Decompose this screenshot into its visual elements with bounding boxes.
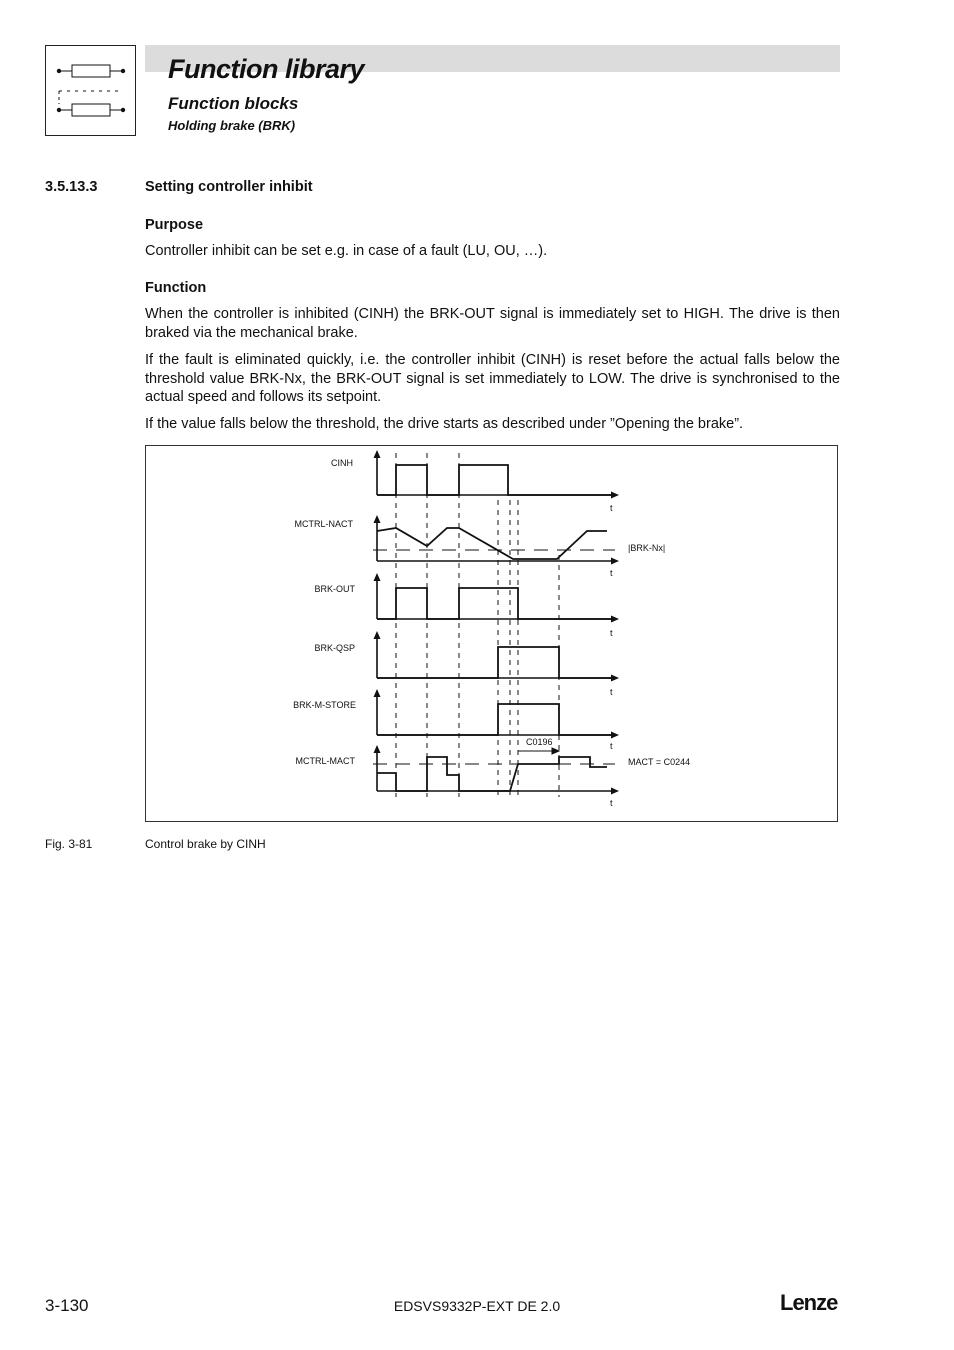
label-brk-nx: |BRK-Nx| xyxy=(628,543,666,553)
timing-diagram xyxy=(145,445,838,822)
mact-waveform xyxy=(377,757,607,791)
function-paragraph-1: When the controller is inhibited (CINH) the BRK-OUT signal is immediately set to HIGH. The drive is then braked via the mechanical brake. xyxy=(145,306,840,341)
brand-logo: Lenze xyxy=(780,1290,838,1315)
purpose-text: Controller inhibit can be set e.g. in case of a fault (LU, OU, …). xyxy=(145,243,548,259)
brkqsp-waveform xyxy=(377,647,615,678)
figure-caption: Control brake by CINH xyxy=(145,837,266,851)
axis-arrowheads xyxy=(374,450,620,795)
page-number: 3-130 xyxy=(45,1296,89,1315)
t-label: t xyxy=(610,628,613,638)
label-mctrl-mact: MCTRL-MACT xyxy=(295,756,355,766)
c0196-interval-arrow xyxy=(518,748,559,754)
signal-axes xyxy=(377,452,615,791)
t-label: t xyxy=(610,503,613,513)
cinh-waveform xyxy=(377,465,615,495)
label-mctrl-nact: MCTRL-NACT xyxy=(294,519,353,529)
section-number: 3.5.13.3 xyxy=(45,179,98,195)
function-paragraph-3: If the value falls below the threshold, the drive starts as described under ”Opening the brake”. xyxy=(145,416,744,432)
label-mact: MACT = C0244 xyxy=(628,757,691,767)
figure-number: Fig. 3-81 xyxy=(45,837,93,851)
page-subtitle: Function blocks xyxy=(168,94,299,113)
t-label: t xyxy=(610,687,613,697)
document-id: EDSVS9332P-EXT DE 2.0 xyxy=(393,1298,561,1314)
page-title: Function library xyxy=(168,54,365,84)
t-label: t xyxy=(610,568,613,578)
function-block-symbol-icon xyxy=(46,46,135,135)
label-c0196: C0196 xyxy=(526,737,553,747)
purpose-heading: Purpose xyxy=(145,217,204,233)
function-paragraph-2: If the fault is eliminated quickly, i.e. the controller inhibit (CINH) is reset before the actual falls below the threshold value BRK-Nx, the BRK-OUT signal is set immediately to LOW. The drive is synchronised to the actual speed and follows its setpoint. xyxy=(145,352,840,405)
label-brk-m-store: BRK-M-STORE xyxy=(293,700,356,710)
section-title: Setting controller inhibit xyxy=(145,179,313,195)
label-brk-out: BRK-OUT xyxy=(314,584,355,594)
nact-waveform xyxy=(377,528,607,559)
label-brk-qsp: BRK-QSP xyxy=(314,643,355,653)
brkout-waveform xyxy=(377,588,615,619)
function-heading: Function xyxy=(145,280,207,296)
page-subsubtitle: Holding brake (BRK) xyxy=(168,118,296,133)
t-label: t xyxy=(610,741,613,751)
t-label: t xyxy=(610,798,613,808)
function-block-logo-icon xyxy=(45,45,136,136)
label-cinh: CINH xyxy=(331,458,353,468)
brkmstore-waveform xyxy=(377,704,615,735)
